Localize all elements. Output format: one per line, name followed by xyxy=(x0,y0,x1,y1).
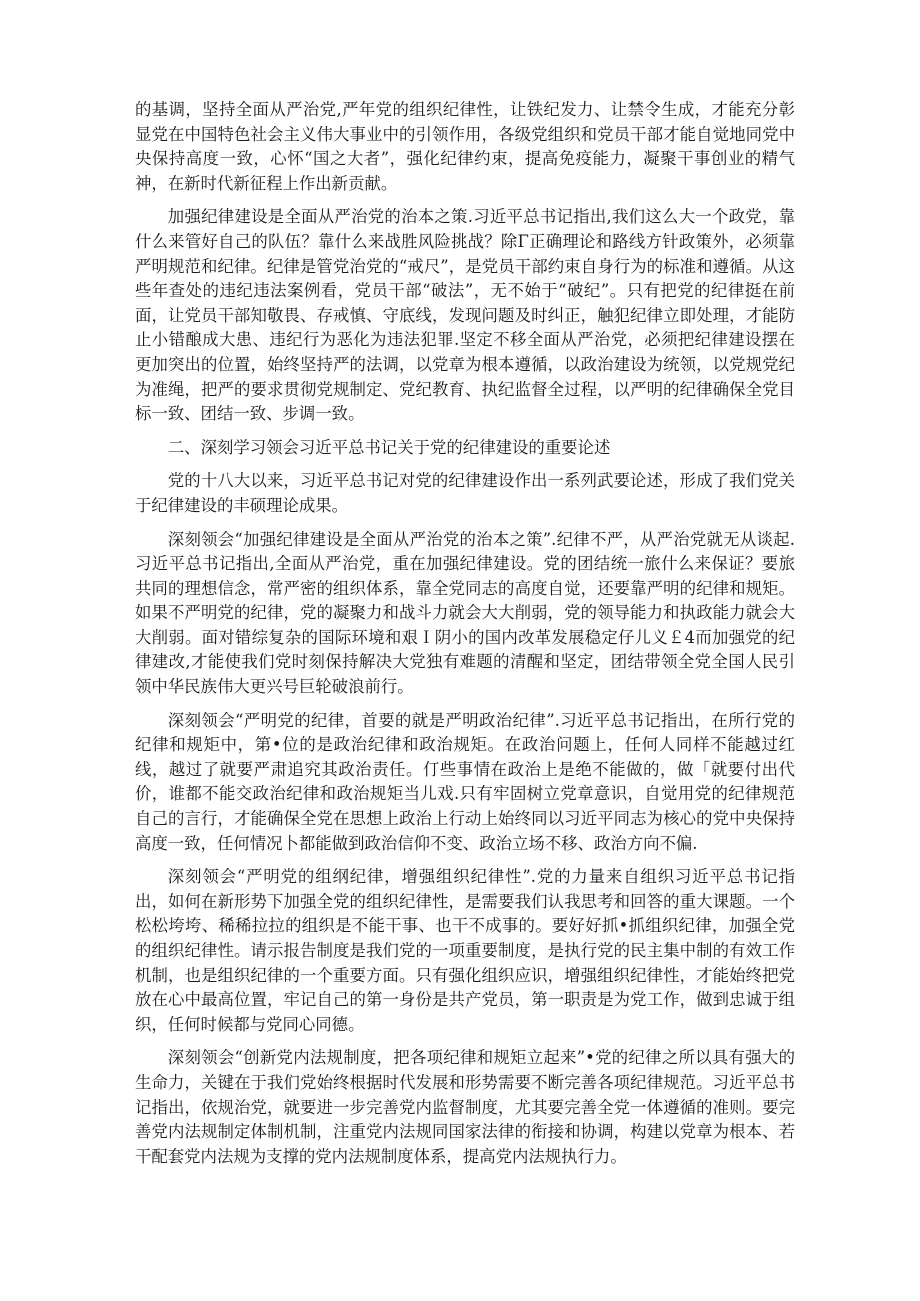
paragraph-discipline-fundamental: 加强纪律建设是全面从严治党的治本之策.习近平总书记指出,我们这么大一个政党，靠什么来管好自己的队伍？靠什么来战胜风险挑战？除Γ正确理论和路线方针政策外，必须靠严明规范和纪律。纪律是管党治党的“戒尺”，是党员干部约束自身行为的标准和遵循。从这些年查处的违纪违法案例看，党员干部“破法”，无不始于“破纪”。只有把党的纪律挺在前面，让党员干部知敬畏、存戒慎、守底线，发现问题及时纠正，触犯纪律立即处理，才能防止小错酿成大患、违纪行为恶化为违法犯罪.坚定不移全面从严治党，必须把纪律建设摆在更加突出的位置，始终坚持严的法调，以党章为根本遵循，以政治建设为统领，以党规党纪为准绳，把严的要求贯彻党规制定、党纪教育、执纪监督全过程，以严明的纪律确保全党目标一致、团结一致、步调一致。 xyxy=(135,207,795,424)
paragraph-organizational-discipline: 深刻领会“严明党的组纲纪律，增强组织纪律性”.党的力量来自组织习近平总书记指出，如何在新形势下加强全党的组织纪律性，是需要我们认我思考和回答的重大课题。一个松松垮垮、稀稀拉拉的组织是不能干事、也干不成事的。要好好抓•抓组织纪律，加强全党的组织纪律性。请示报告制度是我们党的一项重要制度，是执行党的民主集中制的有效工作机制，也是组织纪律的一个重要方面。只有强化组织应识，增强组织纪律性，才能始终把党放在心中最高位置，牢记自己的第一身份是共产党员，第一职责是为党工作，做到忠诚于组织，任何时候都与党同心同德。 xyxy=(135,867,795,1034)
paragraph-understand-fundamental-strategy: 深刻领会“加强纪律建设是全面从严治党的治本之策”.纪律不严，从严治党就无从谈起.习近平总书记指出,全面从严治党，重在加强纪律建设。党的团结统一旅什么来保证？要旅共同的理想信念，常严密的组织体系，靠全党同志的高度自觉，还要靠严明的纪律和规矩。如果不严明党的纪律，党的凝聚力和战斗力就会大大削弱，党的领导能力和执政能力就会大大削弱。面对错综复杂的国际环境和艰Ｉ阴小的国内改革发展稳定仔儿义￡4而加强党的纪律建改,才能使我们党时刻保持解决大党独有难题的清醒和坚定，团结带领全党全国人民引领中华民族伟大更兴号巨轮破浪前行。 xyxy=(135,529,795,697)
section-heading-2: 二、深刻学习领会习近平总书记关于党的纪律建设的重要论述 xyxy=(167,437,611,457)
paragraph-intra-party-regulations: 深刻领会“创新党内法规制度，把各项纪律和规矩立起来”•党的纪律之所以具有强大的生命力，关键在于我们党始终根据时代发展和形势需要不断完善各项纪律规范。习近平总书记指出，依规治党，就要进一步完善党内监督制度，尤其要完善全党一体遵循的准则。要完善党内法规制定体制机制，注重党内法规同国家法律的衔接和协调，构建以党章为根本、若干配套党内法规为支撑的党内法规制度体系，提高党内法规执行力。 xyxy=(135,1048,795,1166)
document-body xyxy=(135,98,795,1178)
paragraph-since-18th-congress: 党的十八大以来，习近平总书记对党的纪律建设作出一系列武要论述，形成了我们党关于纪律建设的丰硕理论成果。 xyxy=(135,471,795,515)
paragraph-political-discipline: 深刻领会“严明党的纪律，首要的就是严明政治纪律”.习近平总书记指出，在所行党的纪律和规矩中，第•位的是政治纪律和政治规矩。在政治问题上，任何人同样不能越过红线，越过了就要严肃追究其政治责任。仃些事情在政治上是绝不能做的，做「就要付出代价，谁都不能交政治纪律和政治规矩当儿戏.只有牢固树立党章意识，自觉用党的纪律规范自己的言行，才能确保全党在思想上政治上行动上始终同以习近平同志为核心的党中央保持高度一致，任何情况卜都能做到政治信仰不变、政治立场不移、政治方向不偏. xyxy=(135,710,795,853)
paragraph-continued: 的基调，坚持全面从严治党,严年党的组织纪律性，让铁纪发力、让禁令生成，才能充分彰显党在中国特色社会主义伟大事业中的引领作用，各级党组织和党员干部才能自觉地同党中央保持高度一致，心怀“国之大者”，强化纪律约束，提高免疫能力，凝聚干事创业的精气神，在新时代新征程上作出新贡献。 xyxy=(135,100,795,193)
